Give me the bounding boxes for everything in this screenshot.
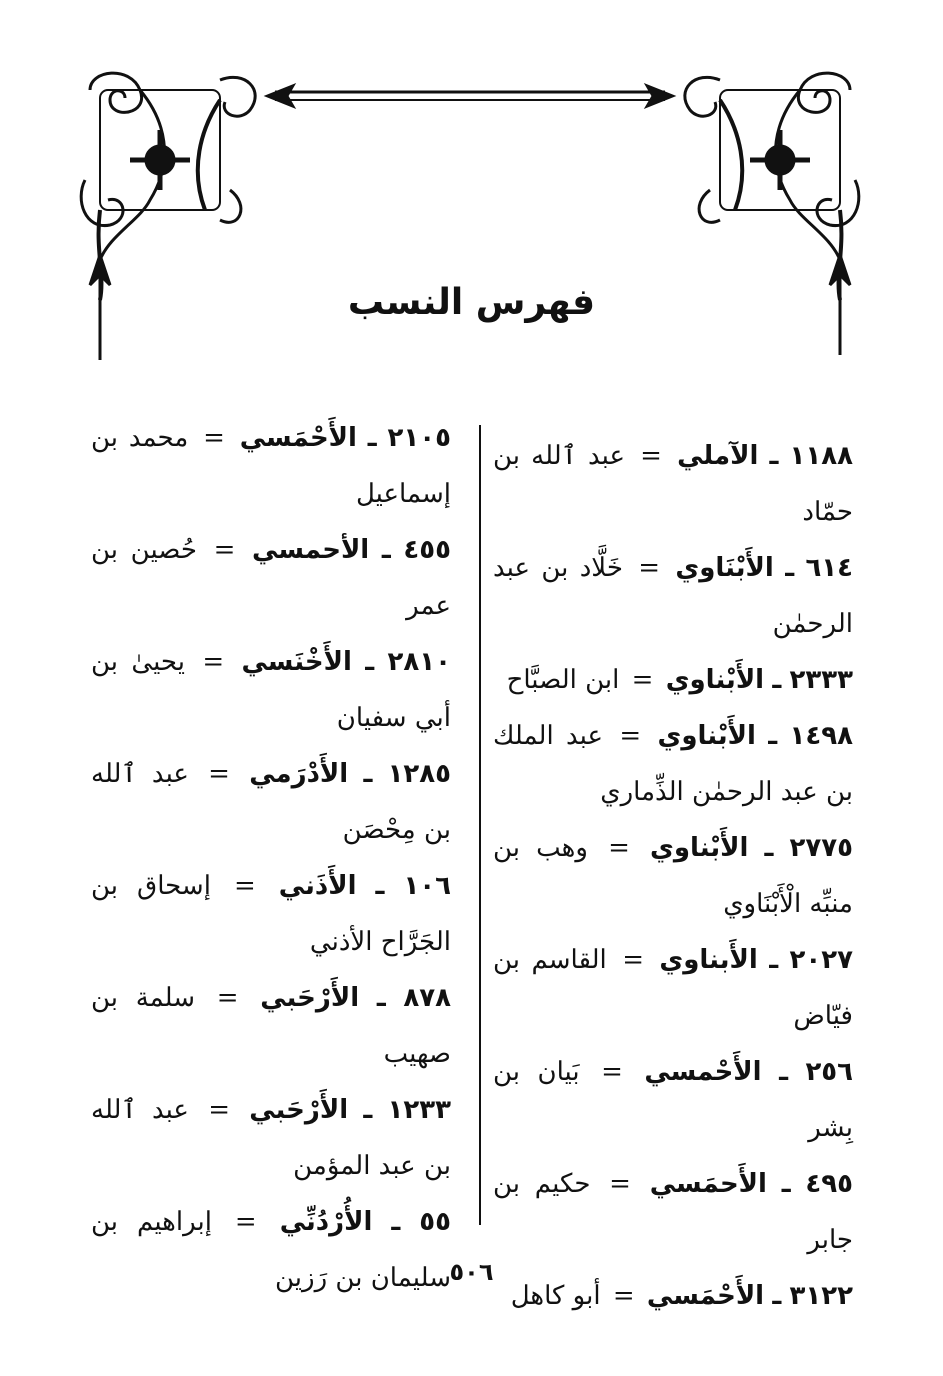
entry-nisba: الأُرْدُنِّي: [279, 1207, 373, 1237]
equals-separator: =: [208, 759, 230, 789]
entry-number: ٢٣٣٣: [789, 665, 853, 695]
equals-separator: =: [622, 945, 644, 975]
left-column: [91, 410, 451, 1306]
index-entry: [91, 634, 451, 746]
top-rule: [265, 84, 675, 108]
dash-separator: ـ: [391, 1207, 401, 1237]
equals-separator: =: [619, 721, 642, 751]
entry-number: ٤٥٥: [403, 535, 451, 565]
right-column: [493, 428, 853, 1324]
entry-number: ٢٥٦: [805, 1057, 854, 1087]
entry-nisba: الأَبْناوي: [650, 833, 749, 863]
equals-separator: =: [640, 441, 662, 471]
page-title: فهرس النسب: [347, 282, 596, 323]
entry-name: إسحاق بن الجَرَّاح الأذني: [91, 871, 451, 957]
equals-separator: =: [202, 647, 225, 677]
index-entry: [493, 428, 853, 540]
equals-separator: =: [609, 1169, 631, 1199]
entry-name: محمد بن إسماعيل: [91, 423, 451, 509]
dash-separator: ـ: [785, 553, 795, 583]
index-entry: [493, 1044, 853, 1156]
entry-nisba: الأَبناوي: [659, 945, 758, 975]
index-entry: [91, 1082, 451, 1194]
dash-separator: ـ: [769, 945, 779, 975]
equals-separator: =: [203, 423, 225, 453]
equals-separator: =: [233, 871, 256, 901]
equals-separator: =: [612, 1281, 635, 1311]
equals-separator: =: [638, 553, 661, 583]
index-entry: [493, 708, 853, 820]
index-entry: [91, 858, 451, 970]
entry-number: ٢٧٧٥: [789, 833, 854, 863]
entry-number: ١٠٦: [403, 871, 452, 901]
entry-nisba: الأَبْنَاوي: [675, 553, 774, 583]
dash-separator: ـ: [781, 1169, 791, 1199]
entry-name: خَلَّاد بن عبد الرحمٰن: [493, 553, 853, 639]
entry-nisba: الأَبْناوي: [665, 665, 765, 695]
entry-number: ٣١٢٢: [789, 1281, 853, 1311]
entry-name: يحيىٰ بن أبي سفيان: [91, 647, 451, 733]
entry-name: بَيان بن بِشر: [493, 1057, 853, 1143]
entry-name: عبد ٱلله بن مِحْصَن: [91, 759, 451, 845]
entry-name: عبد ٱلله بن حمّاد: [493, 441, 853, 527]
entry-nisba: الأَحْمَسي: [646, 1281, 765, 1311]
entry-name: سلمة بن صهيب: [91, 983, 451, 1069]
dash-separator: ـ: [772, 665, 782, 695]
equals-separator: =: [601, 1057, 623, 1087]
dash-separator: ـ: [363, 759, 373, 789]
dash-separator: ـ: [764, 833, 774, 863]
entry-name: عبد الملك بن عبد الرحمٰن الذِّماري: [493, 721, 853, 807]
column-divider: [479, 425, 481, 1225]
equals-separator: =: [608, 833, 630, 863]
entry-number: ٢١٠٥: [387, 423, 452, 453]
equals-separator: =: [631, 665, 654, 695]
entry-number: ٨٧٨: [403, 983, 452, 1013]
index-entry: [91, 746, 451, 858]
entry-nisba: الأَحْمَسي: [239, 423, 357, 453]
entry-number: ٥٥: [419, 1207, 452, 1237]
index-entry: [91, 970, 451, 1082]
dash-separator: ـ: [363, 1095, 373, 1125]
equals-separator: =: [234, 1207, 257, 1237]
equals-separator: =: [216, 983, 239, 1013]
dash-separator: ـ: [381, 535, 391, 565]
dash-separator: ـ: [768, 721, 778, 751]
entry-number: ١١٨٨: [789, 441, 854, 471]
entry-number: ٦١٤: [805, 553, 854, 583]
dash-separator: ـ: [365, 647, 375, 677]
entry-nisba: الأَخْنَسي: [241, 647, 352, 677]
entry-number: ١٤٩٨: [789, 721, 853, 751]
entry-number: ٤٩٥: [805, 1169, 854, 1199]
entry-nisba: الآملي: [677, 441, 759, 471]
entry-nisba: الأحمسي: [252, 535, 370, 565]
dash-separator: ـ: [769, 441, 779, 471]
entry-name: القاسم بن فيّاض: [493, 945, 853, 1031]
page-number: ٥٠٦: [449, 1258, 494, 1286]
entry-number: ٢٨١٠: [387, 647, 451, 677]
index-entry: [493, 932, 853, 1044]
entry-number: ٢٠٢٧: [789, 945, 854, 975]
entry-nisba: الأَحمَسي: [649, 1169, 767, 1199]
entry-nisba: الأَحْمسي: [644, 1057, 762, 1087]
entry-number: ١٢٨٥: [387, 759, 452, 789]
entry-name: حُصين بن عمر: [91, 535, 451, 621]
dash-separator: ـ: [367, 423, 377, 453]
entry-name: إبراهيم بن سليمان بن رَزين: [91, 1207, 451, 1293]
entry-number: ١٢٣٣: [387, 1095, 452, 1125]
entry-name: أبو كاهل: [510, 1281, 601, 1311]
entry-name: وهب بن منبِّه الْأَبْنَاوي: [493, 833, 853, 919]
entry-name: ابن الصبَّاح: [506, 665, 620, 695]
entry-name: حكيم بن جابر: [493, 1169, 853, 1255]
entry-nisba: الأَرْحَبي: [249, 1095, 349, 1125]
index-entry: [493, 540, 853, 652]
index-entry: [91, 410, 451, 522]
equals-separator: =: [213, 535, 236, 565]
dash-separator: ـ: [375, 871, 385, 901]
entry-name: عبد ٱلله بن عبد المؤمن: [91, 1095, 451, 1181]
dash-separator: ـ: [772, 1281, 782, 1311]
dash-separator: ـ: [376, 983, 386, 1013]
index-entry: [493, 1156, 853, 1268]
index-entry: [91, 1194, 451, 1306]
dash-separator: ـ: [779, 1057, 788, 1087]
index-entry: [493, 652, 853, 708]
index-entry: [91, 522, 451, 634]
equals-separator: =: [208, 1095, 230, 1125]
index-entry: [493, 820, 853, 932]
entry-nisba: الأَذَني: [278, 871, 357, 901]
entry-nisba: الأَدْرَمي: [249, 759, 349, 789]
entry-nisba: الأَرْحَبي: [260, 983, 360, 1013]
entry-nisba: الأَبْناوي: [657, 721, 756, 751]
